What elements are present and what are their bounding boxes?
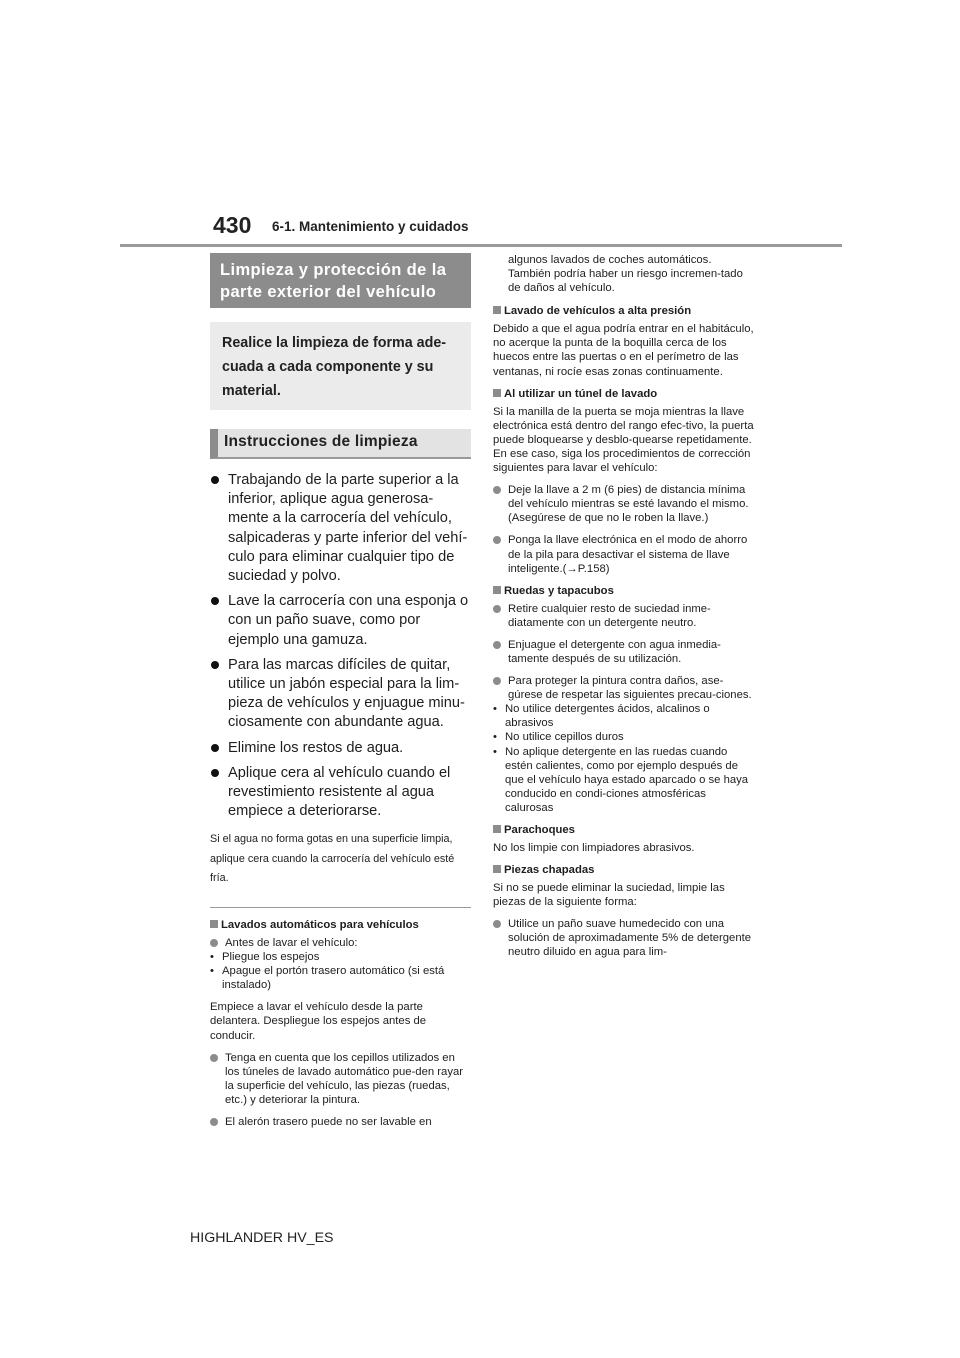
bullet-icon <box>211 597 219 605</box>
wheels-heading: Ruedas y tapacubos <box>493 584 755 598</box>
sub-list <box>493 702 755 815</box>
paragraph: Debido a que el agua podría entrar en el habitáculo, no acerque la punta de la boquilla cerca de los huecos entre las puertas o en el perímetro de las ventanas, ni rocíe esas zonas continuamente. <box>493 323 754 378</box>
square-bullet-icon <box>493 865 501 873</box>
list-item: Deje la llave a 2 m (6 pies) de distancia mínima del vehículo mientras se esté lavando el mismo. (Asegúrese de que no le roben la llave.) <box>493 483 755 525</box>
page-reference-link[interactable]: P.158) <box>577 562 610 575</box>
sub-list <box>210 950 471 992</box>
paragraph: Empiece a lavar el vehículo desde la parte delantera. Despliegue los espejos antes de conducir. <box>210 1001 427 1042</box>
bullet-icon <box>493 641 501 649</box>
bullet-icon <box>493 605 501 613</box>
page-title: Limpieza y protección de la parte exterior del vehículo <box>210 253 471 308</box>
list-item: Tenga en cuenta que los cepillos utilizados en los túneles de lavado automático pue-den rayar la superficie del vehículo, las piezas (ruedas, etc.) y deteriorar la pintura. <box>210 1051 471 1107</box>
bullet-icon <box>211 744 219 752</box>
wax-note: Si el agua no forma gotas en una superficie limpia, aplique cera cuando la carrocería del vehículo esté fría. <box>210 833 455 885</box>
page-number: 430 <box>213 212 252 238</box>
header-divider <box>120 244 842 247</box>
bumpers-heading: Parachoques <box>493 823 755 837</box>
bullet-icon <box>493 486 501 494</box>
note-divider <box>210 907 471 908</box>
list-item: Antes de lavar el vehículo: <box>210 936 471 950</box>
paragraph: Si no se puede eliminar la suciedad, limpie las piezas de la siguiente forma: <box>493 882 725 909</box>
list-item: El alerón trasero puede no ser lavable en <box>210 1115 471 1129</box>
paragraph: algunos lavados de coches automáticos. También podría haber un riesgo incremen-tado de daños al vehículo. <box>508 254 743 295</box>
list-item: Para las marcas difíciles de quitar, utilice un jabón especial para la lim-pieza de vehículos y enjuague minu-ciosamente con abundante agua. <box>210 656 471 733</box>
list-item: Ponga la llave electrónica en el modo de ahorro de la pila para desactivar el sistema de llave inteligente.(→P.158) <box>493 533 755 575</box>
sub-list-item: • Apague el portón trasero automático (si está instalado) <box>210 965 445 992</box>
square-bullet-icon <box>493 825 501 833</box>
square-bullet-icon <box>493 306 501 314</box>
list-item: Retire cualquier resto de suciedad inme-diatamente con un detergente neutro. <box>493 602 755 630</box>
sub-list-item: • No aplique detergente en las ruedas cuando estén calientes, como por ejemplo después de que el vehículo haya estado aparcado o se haya conducido en condi-ciones atmosféricas calurosas <box>493 745 749 814</box>
cleaning-steps-list <box>210 471 471 821</box>
list-item: Trabajando de la parte superior a la inferior, aplique agua generosa-mente a la carrocería del vehículo, salpicaderas y parte inferior del vehí-culo para eliminar cualquier tipo de suciedad y polvo. <box>210 471 471 586</box>
paragraph: No los limpie con limpiadores abrasivos. <box>493 842 695 854</box>
auto-wash-section <box>210 918 471 1129</box>
square-bullet-icon <box>493 586 501 594</box>
list-item: Elimine los restos de agua. <box>210 739 471 758</box>
bullet-icon <box>493 536 501 544</box>
bullet-icon <box>493 677 501 685</box>
bullet-icon <box>493 920 501 928</box>
intro-box: Realice la limpieza de forma ade-cuada a cada componente y su material. <box>210 322 471 410</box>
left-column <box>210 253 471 1137</box>
bullet-icon <box>210 939 218 947</box>
bullet-icon <box>210 1054 218 1062</box>
square-bullet-icon <box>493 389 501 397</box>
arrow-icon: → <box>566 562 578 575</box>
square-bullet-icon <box>210 920 218 928</box>
bullet-icon <box>210 1118 218 1126</box>
bullet-icon <box>211 661 219 669</box>
list-item: Enjuague el detergente con agua inmedia-tamente después de su utilización. <box>493 638 755 666</box>
sub-list-item: • No utilice cepillos duros <box>493 731 624 744</box>
list-item: Lave la carrocería con una esponja o con un paño suave, como por ejemplo una gamuza. <box>210 592 471 650</box>
bullet-icon <box>211 769 219 777</box>
plated-parts-heading: Piezas chapadas <box>493 863 755 877</box>
list-item: Para proteger la pintura contra daños, ase-gúrese de respetar las siguientes precau-ciones. <box>493 674 755 702</box>
auto-wash-heading: Lavados automáticos para vehículos <box>210 918 471 932</box>
sub-list-item: • Pliegue los espejos <box>210 951 320 964</box>
footer-model: HIGHLANDER HV_ES <box>190 1230 334 1246</box>
list-item: Aplique cera al vehículo cuando el revestimiento resistente al agua empiece a deteriorarse. <box>210 764 471 822</box>
high-pressure-heading: Lavado de vehículos a alta presión <box>493 304 755 318</box>
car-wash-tunnel-heading: Al utilizar un túnel de lavado <box>493 387 755 401</box>
section-title: 6-1. Mantenimiento y cuidados <box>272 219 469 234</box>
cleaning-instructions-heading: Instrucciones de limpieza <box>210 429 471 459</box>
bullet-icon <box>211 476 219 484</box>
paragraph: Si la manilla de la puerta se moja mientras la llave electrónica está dentro del rango efec-tivo, la puerta puede bloquearse y desblo-quearse repetidamente. En ese caso, siga los procedimientos de corrección siguientes para lavar el vehículo: <box>493 405 754 475</box>
list-item: Utilice un paño suave humedecido con una solución de aproximadamente 5% de detergente neutro diluido en agua para lim- <box>493 917 755 959</box>
right-column <box>493 253 755 968</box>
sub-list-item: • No utilice detergentes ácidos, alcalinos o abrasivos <box>493 703 710 730</box>
